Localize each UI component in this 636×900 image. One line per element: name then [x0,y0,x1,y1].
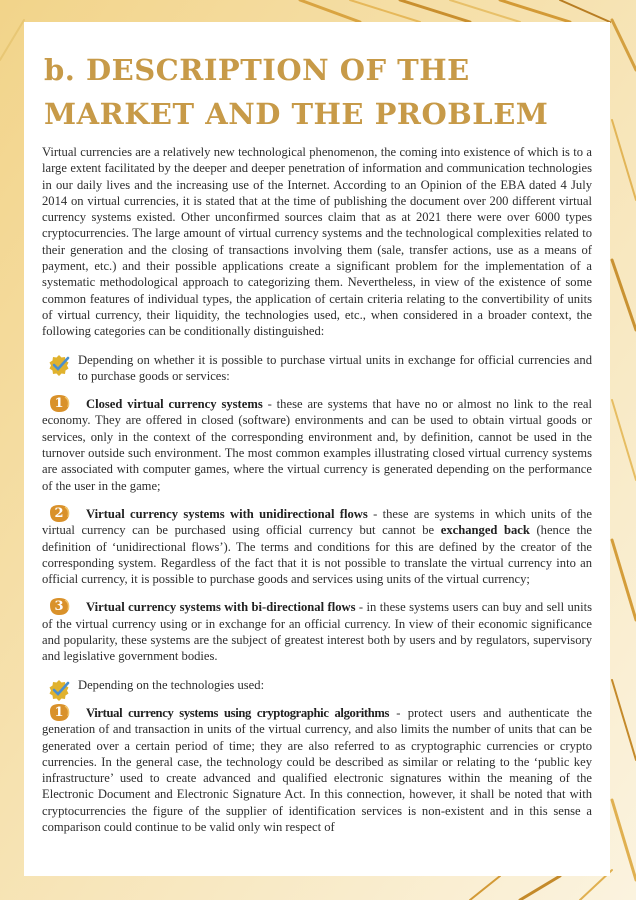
check-badge-icon [48,354,70,376]
number-badge-icon [48,703,72,723]
number-badge-icon [48,394,72,414]
badge-number: 3 [54,599,64,615]
item-text: - protect users and authenticate the generation of and transaction in units of the virtual currency, and also limits the number of units that can be generated over a certain period of time; they are also referred to as cryptographic currencies or crypto currencies. In the general case, the technology could be described as similar or relating to the ‘public key infrastructure’ used to create advanced and qualified electronic signatures within the meaning of the Electronic Document and Electronic Signature Act. In this connection, however, it shall be noted that with cryptocurrencies the figure of the supplier of identification services is non-existent and in this sense a comparison could continue to be valid only win respect of [42,705,592,834]
item-text: - these are systems that have no or almost no link to the real economy. They are offered in closed (software) environments and can be used to obtain virtual goods or services, only in the context of the corresponding environment and, by definition, cannot be used in the turnover outside such environment. The most common examples illustrating closed virtual currency systems are associated with computer games, where the virtual currency is generated depending on the performance of the user in the game; [42,397,592,493]
list-item [42,705,592,835]
badge-number: 1 [54,704,64,720]
badge-number: 1 [54,396,64,412]
badge-number: 2 [54,505,64,521]
title-line-2: MARKET AND THE PROBLEM [44,97,549,131]
item-heading: Virtual currency systems using cryptographic algorithms [86,705,390,720]
page-title [42,48,592,136]
item-heading: Virtual currency systems with bi-directional flows [86,600,356,615]
number-badge-icon [48,597,72,617]
list-item [42,599,592,664]
title-line-1: b. DESCRIPTION OF THE [44,53,470,87]
list-item [42,506,592,587]
item-heading: Virtual currency systems with unidirectional flows [86,506,368,521]
number-badge-icon [48,504,72,524]
item-text: - in these systems users can buy and sell units of the virtual currency using or in exchange for an official currency. In view of their economic significance and popularity, these systems are the subject of greatest interest both by users and by regulators, supervisory and legislative government bodies. [42,600,593,664]
criterion-technologies [42,677,592,693]
criterion-convertibility [42,352,592,385]
list-item [42,396,592,494]
check-badge-icon [48,679,70,701]
item-emphasis: exchanged back [440,523,530,538]
content-card [24,22,610,876]
criterion-text: Depending on whether it is possible to purchase virtual units in exchange for official currencies and to purchase goods or services: [78,352,592,383]
item-heading: Closed virtual currency systems [86,397,263,412]
item-text: - these are systems in which units of the virtual currency can be purchased using official currency but cannot be [42,506,593,538]
intro-paragraph: Virtual currencies are a relatively new technological phenomenon, the coming into existence of which is to a large extent facilitated by the deeper and deeper penetration of information and communication technologies in our daily lives and the increasing use of the Internet. According to an Opinion of the EBA dated 4 July 2014 on virtual currencies, it is stated that at the time of publishing the document over 200 different virtual currency systems existed. Other unconfirmed sources claim that as at 2021 there were over 6000 types cryptocurrencies. The large amount of virtual currency systems and the technological complexities related to their generation and the closing of transactions involving them (sale, transfer actions, use as a means of payment, etc.) and their possible applications create a significant problem for the implementation of a systematic methodological approach to categorizing them. Nevertheless, in view of the existence of some common features of individual types, the application of certain criteria relating to the convertibility of units of virtual currency, their liquidity, the technologies used, etc., when considered in a broader context, the following categories can be conditionally distinguished: [42,145,592,339]
criterion-text: Depending on the technologies used: [78,677,265,692]
item-text-continued: (hence the definition of ‘unidirectional flows’). The terms and conditions for this are defined by the creator of the corresponding system. Regardless of the fact that it is not possible to translate the virtual currency into an official currency, it is possible to purchase goods and services using units of the virtual currency; [42,523,592,587]
